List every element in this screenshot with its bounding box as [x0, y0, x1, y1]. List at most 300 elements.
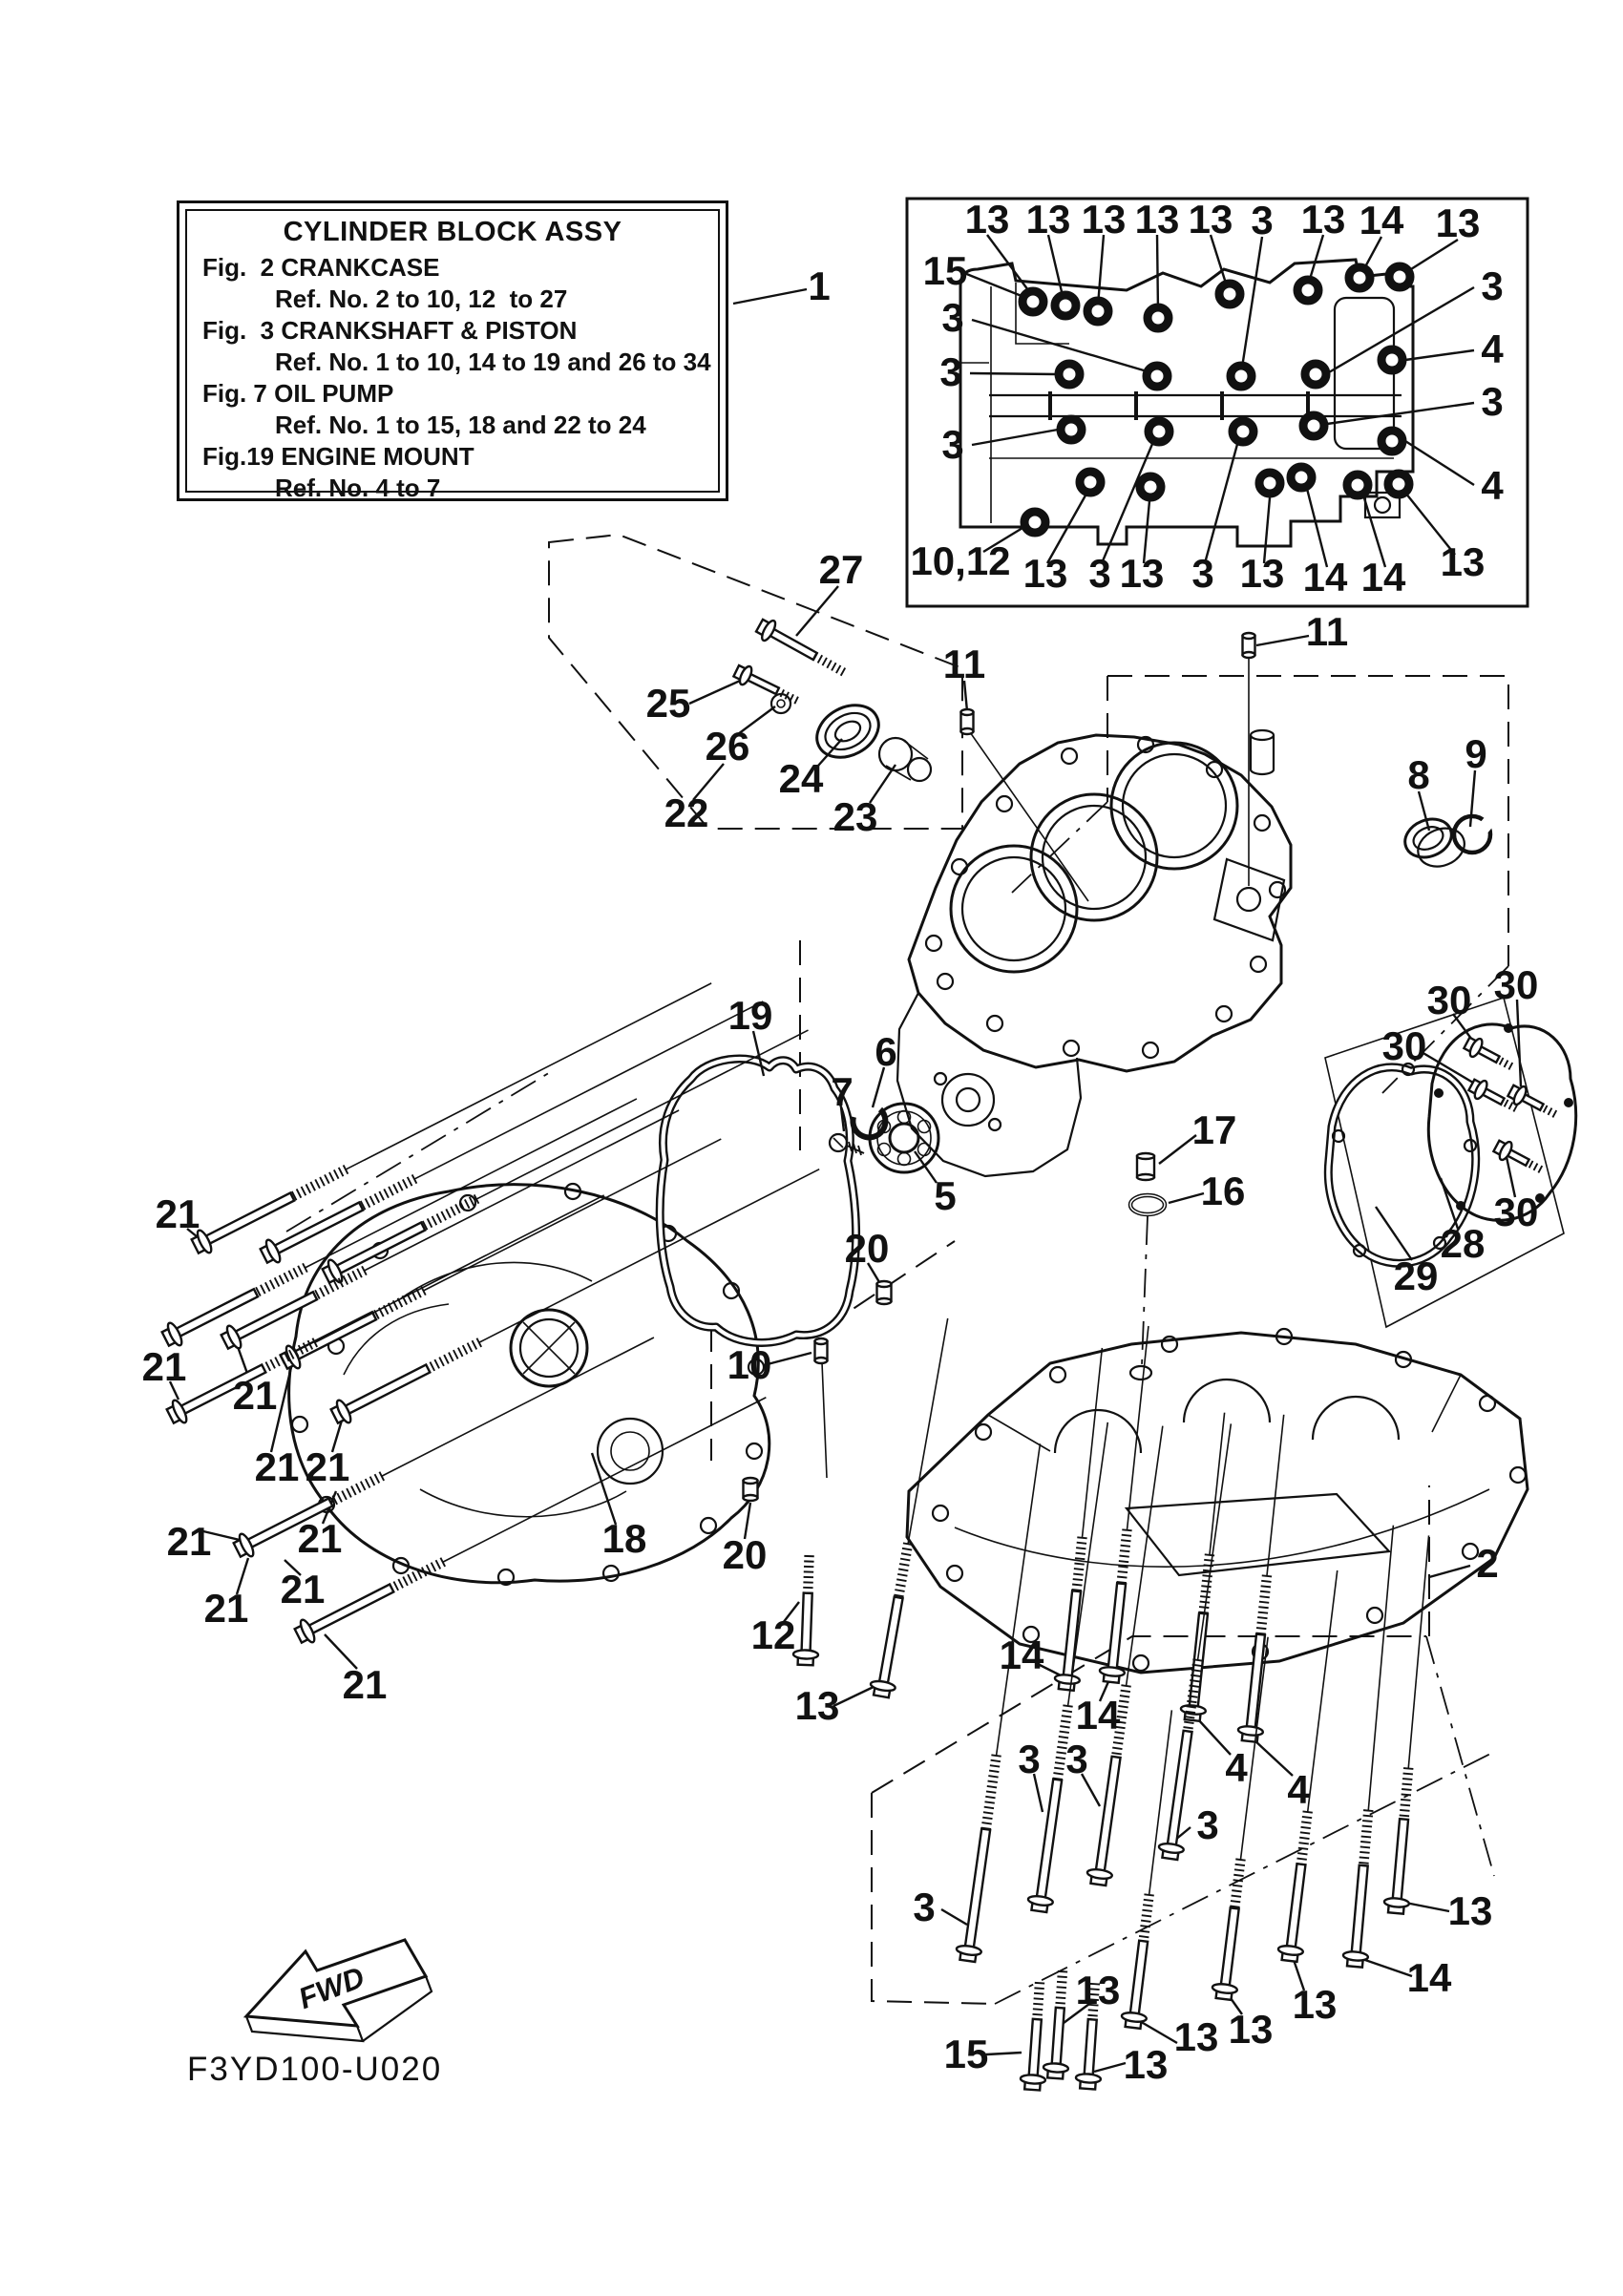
bolt-axis [997, 1443, 1041, 1756]
dowel-pin [877, 1281, 892, 1304]
bolt-thread [1072, 1584, 1082, 1585]
leader-line [1242, 237, 1262, 368]
bolt-thread [1402, 1794, 1411, 1795]
bolt-thread [1142, 1910, 1151, 1911]
bolt-thread [1077, 1537, 1086, 1538]
bolt-axis [423, 1139, 721, 1291]
bolt-thread [1112, 1748, 1122, 1749]
bolt-thread [1300, 1827, 1310, 1828]
pin-top [961, 709, 974, 715]
bolt-thread [463, 1345, 468, 1354]
callout-label: 3 [939, 349, 962, 394]
bolt-thread [1360, 1846, 1370, 1847]
bolt-axis [1408, 1535, 1428, 1768]
bolt-thread [342, 1491, 347, 1500]
fig-label: Fig. 2 CRANKCASE [202, 253, 440, 282]
callout-label: 10,12 [910, 538, 1011, 583]
callout-label: 3 [941, 422, 964, 467]
bolt-thread [449, 1353, 453, 1361]
bolt-thread [334, 1169, 339, 1178]
bolt-thread [1199, 1607, 1209, 1608]
bolt-thread [1200, 1596, 1210, 1597]
bolt-axis [1308, 1570, 1338, 1812]
bolt-thread [270, 1359, 275, 1368]
bolt-thread [1360, 1842, 1370, 1843]
bolt-thread [1363, 1816, 1373, 1817]
callout-label: 11 [942, 642, 986, 686]
bolt-thread [1122, 1529, 1131, 1530]
bolt-thread [1235, 1864, 1245, 1865]
callout-label: 14 [999, 1632, 1044, 1677]
callout-label: 13 [794, 1683, 840, 1728]
fig-row [187, 252, 718, 315]
bolt-thread [1362, 1826, 1372, 1827]
bolt-shaft [272, 1203, 363, 1254]
ref-label: Ref. No. 2 to 10, 12 to 27 [275, 284, 568, 313]
bolt-thread [408, 1177, 412, 1186]
bolt-shaft [1393, 1819, 1409, 1902]
bolt-thread [1087, 2015, 1097, 2016]
bolt-thread [1261, 1581, 1271, 1582]
pin-top [1137, 1153, 1154, 1159]
bolt-thread [325, 1174, 329, 1183]
axis-line [822, 1362, 827, 1478]
bolt-thread [898, 1569, 908, 1570]
bolt-thread [1119, 1701, 1128, 1702]
bolt-thread [984, 1807, 994, 1808]
bolt-thread [1255, 1633, 1265, 1634]
bolt-thread [1403, 1774, 1413, 1775]
bolt-thread [1057, 1976, 1066, 1977]
bolt-thread [329, 1172, 334, 1181]
bolt-hole [1233, 421, 1254, 442]
bolt-thread [1360, 1857, 1369, 1858]
bolt-thread [1060, 1732, 1069, 1733]
bolt [1507, 1082, 1560, 1123]
bolt-axis [479, 1169, 819, 1343]
bolt-thread [1258, 1612, 1268, 1613]
leader-line [1048, 235, 1064, 300]
bolt-thread [261, 1285, 265, 1294]
bolt-thread [366, 1479, 370, 1487]
bolt-hole [1140, 476, 1161, 497]
bolt-thread [453, 1350, 458, 1359]
bolt-thread [393, 1582, 398, 1590]
bolt-thread [339, 1168, 344, 1176]
bolt-thread [343, 1275, 348, 1284]
bolt-shaft [1108, 1583, 1127, 1671]
bolt-shaft [1190, 1613, 1208, 1710]
bolt-thread [1403, 1768, 1413, 1769]
bolt-thread [1400, 1810, 1409, 1811]
leader-line [1094, 2063, 1126, 2072]
bolt-hole [1291, 467, 1312, 488]
bolt-thread [436, 1213, 441, 1222]
oil-pan-outline [907, 1329, 1528, 1673]
bolt-thread [984, 1801, 994, 1802]
bolt-hole [1388, 474, 1409, 495]
bolt-thread [1233, 1885, 1242, 1886]
callout-label: 3 [1191, 551, 1214, 596]
bolt-thread [1505, 1100, 1508, 1106]
bolt-thread [899, 1564, 909, 1566]
bolt-thread [1262, 1575, 1272, 1576]
bolt-hole [1087, 301, 1108, 322]
leader-line [1098, 235, 1104, 305]
bolt-thread [1201, 1591, 1211, 1592]
bolt-thread [1257, 1617, 1267, 1618]
bolt-axis [476, 1030, 808, 1199]
leader-line [1205, 437, 1239, 563]
bolt-thread [1034, 1993, 1043, 1994]
bolt-thread [284, 1273, 288, 1281]
bolt-thread [1119, 1556, 1128, 1557]
callout-label: 13 [1447, 1888, 1493, 1933]
bolt [793, 1556, 822, 1666]
callout-label: 4 [1287, 1767, 1310, 1812]
bolt-thread [836, 665, 841, 673]
callout-label: 3 [1196, 1802, 1219, 1847]
bolt-thread [288, 1271, 293, 1279]
bolt-thread [1057, 1987, 1066, 1988]
bolt-thread [356, 1484, 361, 1492]
bolt-thread [265, 1362, 270, 1371]
callout-label: 18 [601, 1516, 647, 1561]
bolt-thread [320, 1288, 325, 1296]
bolt-thread [1300, 1832, 1310, 1833]
bolt-shaft [1029, 2019, 1042, 2078]
bolt-axis [908, 1318, 948, 1544]
bolt-thread [1140, 1931, 1149, 1932]
bolt-thread [1234, 1869, 1244, 1870]
bolt-thread [1034, 1988, 1043, 1989]
callout-label: 30 [1493, 1190, 1539, 1234]
callout-label: 25 [645, 681, 691, 726]
bolt-thread [351, 1486, 356, 1495]
bolt-thread [1054, 1768, 1064, 1769]
callout-label: 4 [1481, 463, 1504, 508]
bolt-thread [1505, 1061, 1508, 1067]
fig-row [187, 378, 718, 441]
bolt [258, 990, 769, 1267]
callout-label: 3 [1481, 263, 1504, 308]
callout-label: 3 [1018, 1737, 1041, 1781]
bolt-thread [1033, 2009, 1043, 2010]
callout-label: 12 [750, 1612, 796, 1657]
bolt-thread [827, 661, 832, 668]
bolt-thread [403, 1179, 408, 1188]
callout-label: 4 [1481, 326, 1504, 371]
bolt-axis [1127, 1426, 1163, 1686]
bolt-axis [1082, 1348, 1102, 1538]
bolt-thread [1402, 1779, 1412, 1780]
callout-label: 13 [1025, 197, 1071, 242]
bolt-thread [1056, 1758, 1065, 1759]
bolt-thread [1032, 2014, 1042, 2015]
callout-label: 23 [833, 794, 878, 839]
bolt [1054, 1347, 1114, 1692]
callout-label: 15 [943, 2032, 989, 2076]
bolt-thread [1117, 1576, 1127, 1577]
bolt-thread [1118, 1567, 1128, 1568]
bolt-thread [1140, 1926, 1149, 1927]
bolt [189, 972, 717, 1257]
leader-line [1517, 1000, 1521, 1086]
bolt-thread [439, 1358, 444, 1366]
bolt-thread [436, 1560, 441, 1569]
bolt-thread [1360, 1852, 1369, 1853]
ref-label: Ref. No. 4 to 7 [275, 474, 441, 502]
callout-label: 21 [141, 1344, 187, 1389]
callout-label: 14 [1075, 1693, 1121, 1738]
bolt [1492, 1137, 1546, 1178]
callout-label: 24 [778, 756, 824, 801]
bolt-thread [465, 1199, 470, 1208]
bolt-shaft [1221, 1907, 1239, 1988]
bolt-thread [451, 1207, 455, 1215]
callout-label: 19 [727, 993, 773, 1038]
bolt [754, 616, 849, 682]
bolt-hole [1231, 366, 1252, 387]
dowel-pin [1137, 1153, 1154, 1180]
bolt-thread [988, 1776, 998, 1777]
bolt-thread [897, 1574, 907, 1576]
bolt-thread [1401, 1804, 1410, 1805]
callout-label: 13 [1075, 1968, 1121, 2012]
bolt-thread [901, 1553, 911, 1555]
bolt-thread [841, 668, 846, 676]
bolt-thread [1075, 1558, 1085, 1559]
bolt-thread [1198, 1612, 1208, 1613]
bolt-thread [1361, 1837, 1371, 1838]
callout-label: 21 [254, 1444, 300, 1489]
bolt-thread [1203, 1570, 1212, 1571]
bolt-thread [1057, 1982, 1066, 1983]
callout-label: 21 [166, 1519, 212, 1564]
bolt-hole [1389, 266, 1410, 287]
bolt-thread [298, 1266, 303, 1274]
leader-line [1157, 235, 1158, 312]
bolt-shaft [343, 1365, 430, 1415]
bolt-thread [315, 1179, 320, 1188]
bolt-thread [1538, 1166, 1542, 1172]
bolt-thread [1259, 1596, 1269, 1597]
bolt-thread [297, 1189, 302, 1197]
bolt-thread [366, 1198, 370, 1207]
callout-label: 13 [1300, 197, 1346, 242]
bolt-thread [1202, 1581, 1212, 1582]
bolt-hole [1061, 419, 1082, 440]
bolt-thread [1297, 1853, 1307, 1854]
bolt-thread [822, 658, 827, 665]
bolt-thread [1233, 1880, 1243, 1881]
bolt-thread [982, 1818, 992, 1819]
bolt-thread [1056, 1752, 1065, 1753]
bolt [1463, 1034, 1516, 1075]
callout-label: 16 [1200, 1169, 1246, 1213]
bolt-thread [1119, 1561, 1128, 1562]
bolt-thread [1509, 1103, 1513, 1109]
bolt-thread [1058, 1971, 1067, 1972]
callout-label: 13 [1022, 551, 1068, 596]
bolt-thread [1302, 1817, 1312, 1818]
bolt-thread [337, 1493, 342, 1502]
bolt-thread [794, 697, 798, 704]
bolt-thread [990, 1765, 1000, 1766]
bolt [1237, 1413, 1296, 1742]
callout-label: 6 [875, 1029, 897, 1074]
leader-line [972, 320, 1144, 370]
bolt-thread [1184, 1722, 1193, 1723]
pin-top [877, 1281, 892, 1287]
leader-line [1362, 1959, 1412, 1976]
bolt-thread [1233, 1875, 1243, 1876]
bolt [1383, 1534, 1442, 1914]
pin-top [815, 1338, 828, 1344]
callout-label: 13 [1081, 197, 1127, 242]
crankcase-cover-outline [289, 1184, 769, 1585]
bolt-thread [1063, 1705, 1072, 1706]
callout-label: 3 [913, 1885, 936, 1929]
fig-row [187, 315, 718, 378]
bolt [219, 1099, 685, 1353]
callout-label: 3 [1088, 551, 1111, 596]
bolt-thread [1122, 1535, 1131, 1536]
leader-line [1138, 2020, 1177, 2043]
bolt-axis [1368, 1526, 1393, 1811]
bolt-thread [473, 1340, 477, 1349]
bolt-thread [991, 1755, 1001, 1756]
callout-label: 29 [1393, 1253, 1439, 1298]
bolt-thread [329, 1283, 334, 1292]
bolt-thread [1139, 1936, 1149, 1937]
bolt-thread [352, 1271, 357, 1279]
leader-line [941, 1909, 967, 1925]
bolt-thread [412, 1572, 417, 1581]
bolt-thread [1549, 1108, 1552, 1115]
leader-line [1327, 403, 1474, 424]
bolt-thread [310, 1182, 315, 1190]
bolt-thread [1141, 1921, 1150, 1922]
bolt-axis [305, 1099, 636, 1268]
bolt-thread [1142, 1915, 1151, 1916]
bolt-shaft [1352, 1865, 1368, 1956]
bolt-thread [1362, 1821, 1372, 1822]
roller-part-23 [879, 738, 931, 781]
group-boundaries [286, 535, 1564, 2004]
bolt-thread [389, 1187, 393, 1195]
bolt-thread [1056, 1997, 1065, 1998]
bolt-thread [398, 1579, 403, 1588]
bolt-axis [1149, 1710, 1172, 1895]
bolt-thread [1401, 1800, 1410, 1801]
bolt-thread [991, 1760, 1001, 1761]
bolt-hole [1381, 431, 1402, 452]
callout-label: 17 [1191, 1107, 1237, 1152]
callout-label: 5 [934, 1173, 957, 1218]
bolt-thread [1121, 1685, 1130, 1686]
bolt-thread [374, 1193, 379, 1202]
bolt-thread [985, 1797, 995, 1798]
bolt-thread [1261, 1586, 1271, 1587]
bolt-thread [379, 1191, 384, 1200]
bolt-thread [1033, 2004, 1043, 2005]
leader-line [986, 2053, 1022, 2054]
bolt-hole [1297, 280, 1318, 301]
callout-label: 4 [1225, 1745, 1248, 1790]
fig-label: Fig. 3 CRANKSHAFT & PISTON [202, 316, 578, 345]
bolt-shaft [1096, 1757, 1121, 1874]
bolt-thread [987, 1786, 997, 1787]
leader-line [1256, 636, 1309, 645]
leader-line [1169, 1193, 1204, 1203]
bolt-hole [1149, 421, 1170, 442]
bolt-thread [398, 1182, 403, 1190]
bolt-thread [441, 1211, 446, 1220]
bolt-thread [1363, 1810, 1373, 1811]
callout-label: 1 [808, 263, 831, 308]
bolt-thread [900, 1559, 910, 1561]
bolt-thread [446, 1209, 451, 1217]
callout-label: 21 [203, 1586, 249, 1631]
callout-label: 21 [305, 1444, 350, 1489]
pin-bottom [744, 1495, 758, 1501]
fig-row [187, 441, 718, 504]
bolt-thread [357, 1269, 362, 1277]
callout-label: 21 [297, 1516, 343, 1561]
bolt-thread [432, 1216, 437, 1225]
bolt-thread [458, 1348, 463, 1357]
bolt-shaft [768, 627, 817, 660]
bolt-thread [818, 655, 823, 663]
leader-line [833, 1686, 875, 1706]
bolt-thread [1183, 1727, 1192, 1728]
bolt-thread [384, 1189, 389, 1197]
bolt-shaft [1287, 1864, 1306, 1949]
callout-label: 13 [1239, 551, 1285, 596]
bolt-flange [1076, 2074, 1102, 2084]
callout-label: 30 [1426, 978, 1472, 1022]
pin-bottom [961, 728, 974, 734]
callout-label: 10 [727, 1342, 772, 1387]
pin-bottom [1137, 1174, 1154, 1180]
callout-label: 7 [831, 1069, 854, 1114]
bolt-thread [1232, 1896, 1241, 1897]
bolt-flange [1021, 2075, 1046, 2085]
bolt-thread [1298, 1848, 1308, 1849]
bolt-axis [1198, 1423, 1232, 1660]
bolt-thread [1073, 1579, 1083, 1580]
leader-line [1159, 1135, 1196, 1164]
leader-line [733, 289, 807, 304]
bolt-thread [896, 1579, 906, 1581]
callout-label: 20 [722, 1532, 768, 1577]
callout-label: 14 [1359, 198, 1404, 242]
callout-label: 15 [922, 248, 968, 293]
bolt-thread [1060, 1726, 1069, 1727]
callout-label: 28 [1440, 1221, 1486, 1266]
bolt-hole [1347, 474, 1368, 495]
bolt-thread [1055, 1762, 1064, 1763]
bolt-hole [1303, 415, 1324, 436]
bolt-thread [455, 1204, 460, 1212]
callout-label: 14 [1406, 1955, 1452, 2000]
bolt-hole [1305, 364, 1326, 385]
bolt [1121, 1709, 1185, 2030]
callout-label: 30 [1493, 962, 1539, 1007]
callout-label: 13 [1119, 551, 1165, 596]
pin-bottom [1243, 652, 1255, 658]
